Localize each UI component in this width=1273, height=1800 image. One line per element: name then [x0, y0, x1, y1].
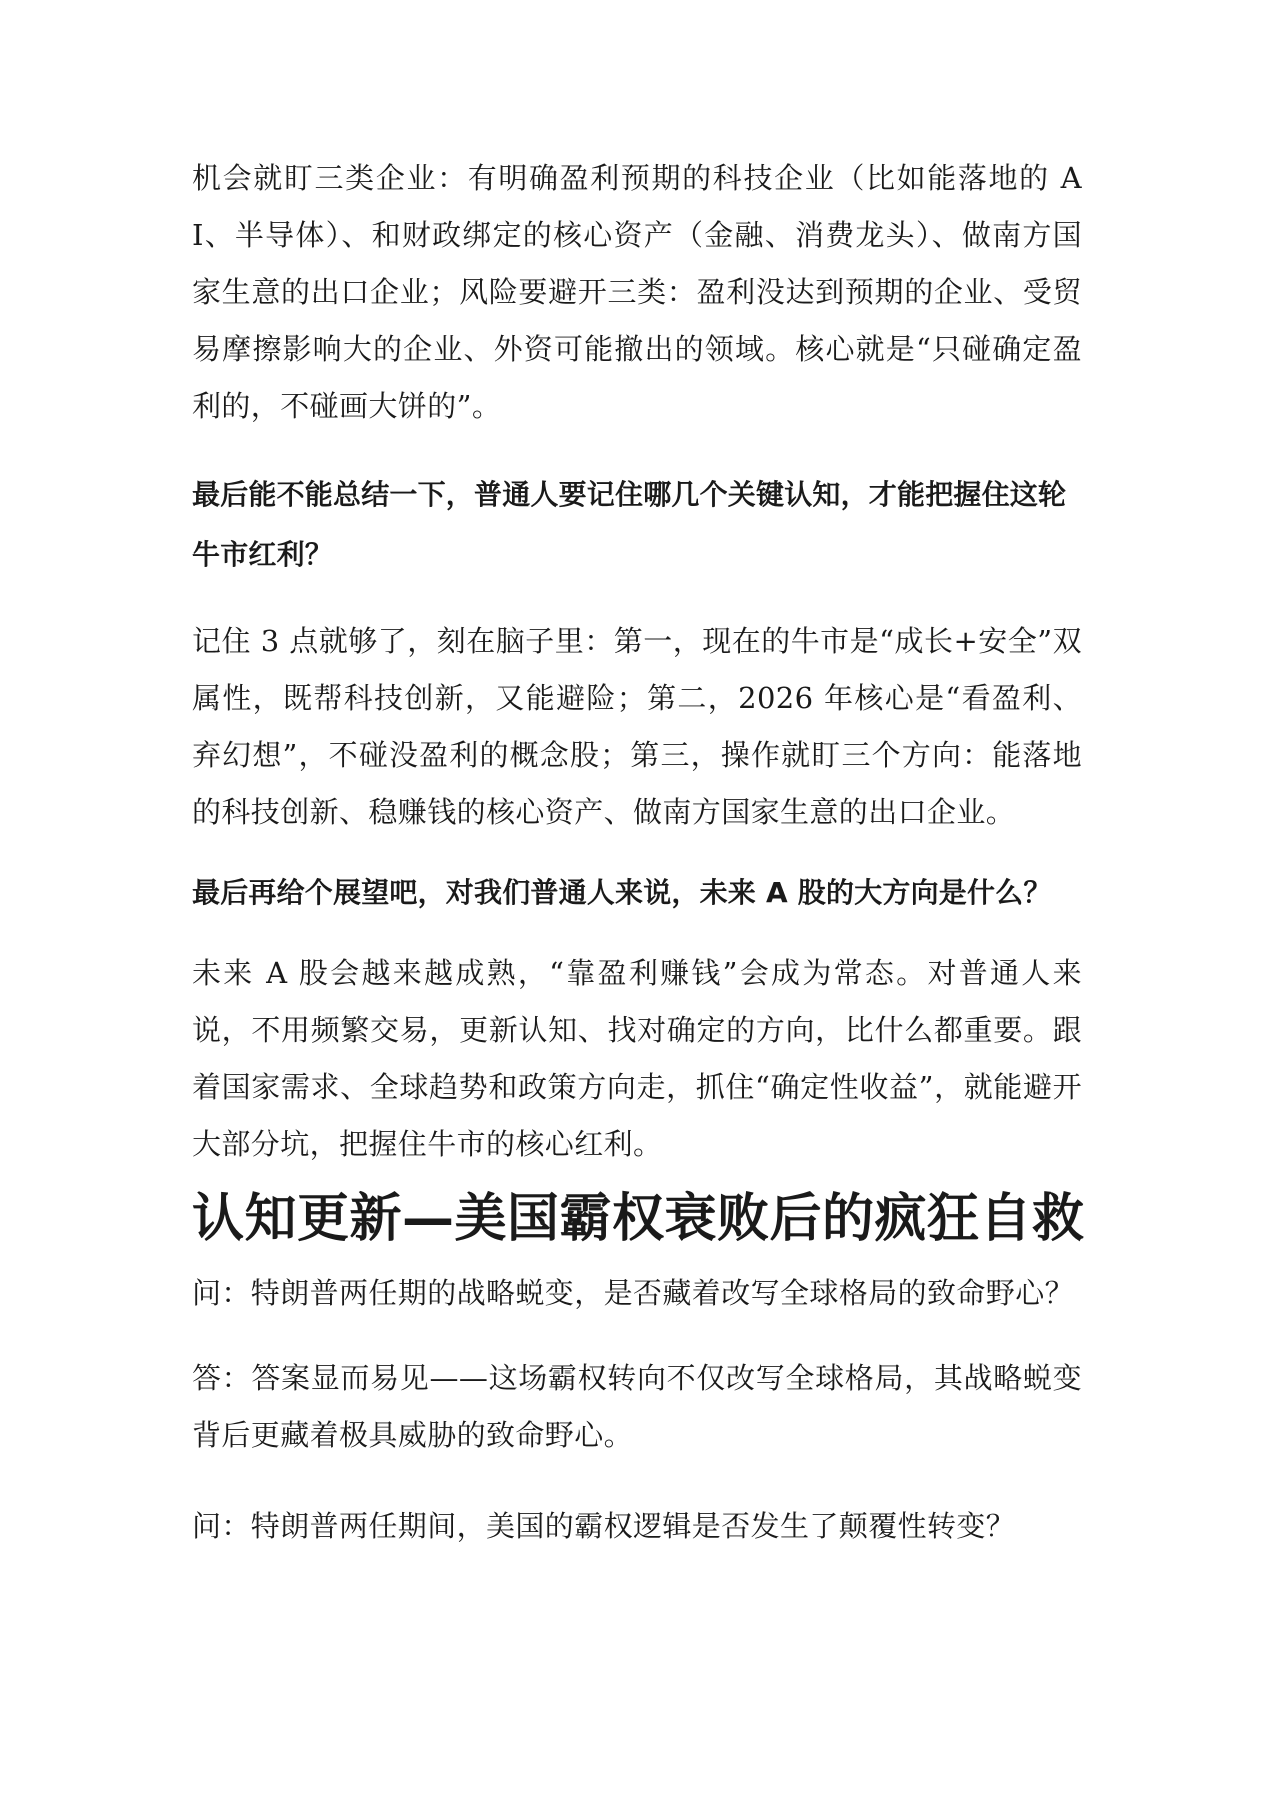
paragraph-question-2: 问：特朗普两任期间，美国的霸权逻辑是否发生了颠覆性转变？	[192, 1509, 1016, 1543]
document-page	[192, 150, 1085, 1555]
section-heading: 认知更新—美国霸权衰败后的疯狂自救	[192, 1189, 1085, 1249]
paragraph-opportunities: 机会就盯三类企业：有明确盈利预期的科技企业（比如能落地的 AI、半导体）、和财政绑定的核心资产（金融、消费龙头）、做南方国家生意的出口企业；风险要避开三类：盈利没达到预期的企业、受贸易摩擦影响大的企业、外资可能撤出的领域。核心就是“只碰确定盈利的，不碰画大饼的”。	[192, 161, 1082, 423]
paragraph-three-points: 记住 3 点就够了，刻在脑子里：第一，现在的牛市是“成长+安全”双属性，既帮科技创新，又能避险；第二，2026 年核心是“看盈利、弃幻想”，不碰没盈利的概念股；第三，操作就盯三个方向：能落地的科技创新、稳赚钱的核心资产、做南方国家生意的出口企业。	[192, 624, 1082, 829]
question-key-takeaways: 最后能不能总结一下，普通人要记住哪几个关键认知，才能把握住这轮牛市红利？	[192, 478, 1067, 571]
paragraph-question-1: 问：特朗普两任期的战略蜕变，是否藏着改写全球格局的致命野心？	[192, 1276, 1075, 1310]
paragraph-outlook-answer: 未来 A 股会越来越成熟，“靠盈利赚钱”会成为常态。对普通人来说，不用频繁交易，更新认知、找对确定的方向，比什么都重要。跟着国家需求、全球趋势和政策方向走，抓住“确定性收益”，就能避开大部分坑，把握住牛市的核心红利。	[192, 956, 1082, 1161]
question-outlook: 最后再给个展望吧，对我们普通人来说，未来 A 股的大方向是什么？	[192, 876, 1052, 909]
paragraph-answer-1: 答：答案显而易见——这场霸权转向不仅改写全球格局，其战略蜕变背后更藏着极具威胁的致命野心。	[192, 1361, 1082, 1452]
